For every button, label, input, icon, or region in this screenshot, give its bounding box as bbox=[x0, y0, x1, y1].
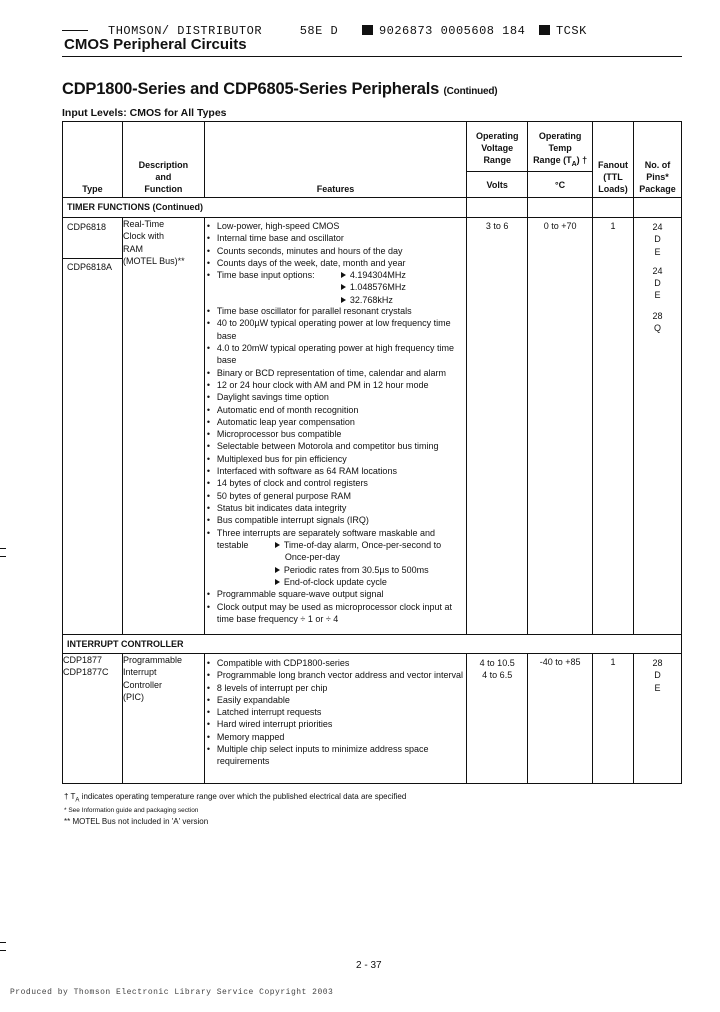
timer-description-cell bbox=[122, 218, 204, 635]
freq-option-text: 32.768kHz bbox=[349, 294, 393, 305]
desc-line: Real-Time bbox=[122, 219, 165, 229]
pins-value: E bbox=[654, 290, 661, 301]
list-item: • Easily expandable bbox=[205, 694, 464, 706]
type-cdp6818a: CDP6818A bbox=[67, 262, 113, 272]
desc-line: RAM bbox=[122, 243, 143, 254]
voltage-value: 4 to 10.5 bbox=[479, 658, 515, 668]
type-cdp1877: CDP1877 bbox=[63, 655, 103, 665]
interrupt-option bbox=[275, 564, 464, 576]
arrow-icon bbox=[341, 272, 346, 278]
timer-pins bbox=[634, 218, 682, 635]
col-fanout-line: (TTL bbox=[603, 172, 623, 182]
col-temp-line: Operating bbox=[538, 131, 582, 141]
interrupt-option-text: End-of-clock update cycle bbox=[283, 577, 387, 588]
pins-value: E bbox=[654, 682, 661, 693]
pins-value: Q bbox=[654, 323, 662, 334]
type-cdp1877c: CDP1877C bbox=[63, 667, 109, 678]
col-pins bbox=[634, 122, 682, 198]
interrupt-features-cell bbox=[204, 654, 466, 784]
interrupt-intro: Three interrupts are separately software maskable and testable bbox=[216, 527, 435, 550]
list-item: • Counts seconds, minutes and hours of the day bbox=[205, 245, 464, 257]
list-item: • Selectable between Motorola and competitor bus timing bbox=[205, 440, 464, 452]
pins-value: D bbox=[654, 234, 661, 245]
list-item: • Programmable square-wave output signal bbox=[205, 588, 464, 600]
interrupt-option-text: Periodic rates from 30.5µs to 500ms bbox=[283, 564, 429, 575]
pins-value: E bbox=[654, 246, 661, 257]
list-item: • Memory mapped bbox=[205, 731, 464, 743]
section-heading-row bbox=[63, 635, 682, 654]
header-square-mark bbox=[539, 25, 550, 35]
interrupt-description-cell bbox=[122, 654, 204, 784]
col-description bbox=[122, 122, 204, 198]
col-fanout bbox=[593, 122, 634, 198]
page-title-main: CDP1800-Series and CDP6805-Series Peripherals bbox=[62, 80, 440, 98]
interrupt-section-heading: INTERRUPT CONTROLLER bbox=[63, 635, 682, 654]
interrupt-options bbox=[275, 539, 464, 588]
list-item: • Microprocessor bus compatible bbox=[205, 428, 464, 440]
table-header-row bbox=[63, 122, 682, 172]
col-temp-line: Temp bbox=[548, 143, 572, 153]
col-temp-text: Range (T bbox=[533, 155, 572, 165]
input-levels-note: Input Levels: CMOS for All Types bbox=[62, 107, 227, 119]
empty-cell bbox=[634, 198, 682, 218]
type-cdp6818: CDP6818 bbox=[63, 218, 122, 259]
arrow-icon bbox=[341, 297, 346, 303]
freq-option-text: 1.048576MHz bbox=[349, 282, 406, 293]
arrow-icon bbox=[275, 579, 280, 585]
header-suffix: TCSK bbox=[555, 24, 587, 38]
list-item: • Multiplexed bus for pin efficiency bbox=[205, 453, 464, 465]
pins-value: 24 bbox=[652, 222, 663, 232]
list-item: • 8 levels of interrupt per chip bbox=[205, 682, 464, 694]
distributor-label: THOMSON/ DISTRIBUTOR bbox=[108, 24, 263, 38]
col-fanout-line: Loads) bbox=[598, 184, 628, 194]
timer-fanout: 1 bbox=[593, 218, 634, 635]
desc-line: Clock with bbox=[122, 231, 164, 242]
unit-celsius: °C bbox=[528, 172, 593, 198]
interrupt-voltage bbox=[467, 654, 528, 784]
footnote-text: † T bbox=[64, 792, 76, 801]
interrupt-fanout: 1 bbox=[593, 654, 634, 784]
section-heading-row bbox=[63, 198, 682, 218]
list-item: • Automatic end of month recognition bbox=[205, 404, 464, 416]
empty-cell bbox=[528, 198, 593, 218]
time-base-label: Time base input options: bbox=[216, 270, 315, 281]
timer-section-heading: TIMER FUNCTIONS (Continued) bbox=[63, 198, 467, 218]
unit-volts: Volts bbox=[467, 172, 528, 198]
list-item: • Binary or BCD representation of time, calendar and alarm bbox=[205, 367, 464, 379]
list-item: • Multiple chip select inputs to minimize address space requirements bbox=[205, 743, 464, 768]
col-type: Type bbox=[63, 122, 123, 198]
arrow-icon bbox=[341, 284, 346, 290]
table-row bbox=[63, 654, 682, 784]
list-item: • 40 to 200µW typical operating power at low frequency time base bbox=[205, 317, 464, 342]
list-item: • Low-power, high-speed CMOS bbox=[205, 220, 464, 232]
list-item: • Hard wired interrupt priorities bbox=[205, 718, 464, 730]
list-item: • Automatic leap year compensation bbox=[205, 416, 464, 428]
col-temp-text: ) † bbox=[576, 155, 588, 165]
list-item: • 50 bytes of general purpose RAM bbox=[205, 490, 464, 502]
empty-cell bbox=[467, 198, 528, 218]
desc-line: Controller bbox=[122, 679, 162, 690]
list-item: • 12 or 24 hour clock with AM and PM in 12 hour mode bbox=[205, 379, 464, 391]
timer-temp: 0 to +70 bbox=[528, 218, 593, 635]
col-pins-line: No. of bbox=[644, 160, 671, 170]
pins-value: 28 bbox=[652, 658, 663, 668]
interrupt-features-list bbox=[205, 657, 464, 768]
header-code: 58E D bbox=[299, 24, 339, 38]
margin-tick bbox=[0, 556, 6, 557]
col-desc-line: Description bbox=[138, 160, 189, 170]
section-title: CMOS Peripheral Circuits bbox=[64, 36, 247, 53]
list-item: • Programmable long branch vector address and vector interval bbox=[205, 669, 464, 681]
page-number: 2 - 37 bbox=[356, 960, 382, 971]
timer-features-cell bbox=[204, 218, 466, 635]
list-item: • Latched interrupt requests bbox=[205, 706, 464, 718]
interrupt-option bbox=[275, 576, 464, 588]
interrupt-pins bbox=[634, 654, 682, 784]
col-fanout-line: Fanout bbox=[598, 160, 629, 170]
list-item: • Interfaced with software as 64 RAM locations bbox=[205, 465, 464, 477]
desc-line: Programmable bbox=[122, 655, 182, 665]
interrupt-option bbox=[275, 539, 464, 564]
peripherals-table bbox=[62, 121, 682, 784]
footnote-temp bbox=[64, 792, 406, 806]
footnotes bbox=[64, 792, 406, 827]
list-item: • Bus compatible interrupt signals (IRQ) bbox=[205, 514, 464, 526]
footnote-text: indicates operating temperature range over which the published electrical data are specified bbox=[79, 792, 407, 801]
col-temp bbox=[528, 122, 593, 172]
col-pins-line: Pins* bbox=[646, 172, 669, 182]
timer-features-list bbox=[205, 220, 464, 625]
footnote-sub: A bbox=[75, 797, 80, 804]
margin-tick bbox=[0, 548, 6, 549]
header-dash bbox=[62, 30, 88, 31]
col-desc-line: Function bbox=[144, 184, 183, 194]
footnote-motel: ** MOTEL Bus not included in 'A' version bbox=[64, 816, 209, 826]
col-features: Features bbox=[204, 122, 466, 198]
list-item: • Time base oscillator for parallel resonant crystals bbox=[205, 305, 464, 317]
voltage-value: 4 to 6.5 bbox=[482, 670, 513, 681]
margin-tick bbox=[0, 942, 6, 943]
interrupt-temp: -40 to +85 bbox=[528, 654, 593, 784]
col-desc-line: and bbox=[155, 172, 172, 182]
col-temp-sub: A bbox=[571, 160, 577, 168]
pins-value: 24 bbox=[652, 265, 663, 276]
page-title bbox=[62, 80, 497, 99]
list-item: • Counts days of the week, date, month and year bbox=[205, 257, 464, 269]
pins-value: D bbox=[654, 670, 661, 681]
empty-cell bbox=[593, 198, 634, 218]
list-item: • 14 bytes of clock and control registers bbox=[205, 477, 464, 489]
page-title-continued: (Continued) bbox=[443, 86, 498, 97]
header-catalog: 9026873 0005608 184 bbox=[378, 24, 526, 38]
footer-credit: Produced by Thomson Electronic Library Service Copyright 2003 bbox=[10, 988, 334, 997]
col-temp-line bbox=[528, 154, 592, 171]
list-item: • Clock output may be used as microprocessor clock input at time base frequency ÷ 1 or ÷ 4 bbox=[205, 601, 464, 626]
desc-line: (MOTEL Bus)** bbox=[122, 255, 185, 266]
timer-voltage: 3 to 6 bbox=[467, 218, 528, 635]
col-pins-line: Package bbox=[639, 184, 676, 194]
list-item: • Status bit indicates data integrity bbox=[205, 502, 464, 514]
interrupt-option-text: Time-of-day alarm, Once-per-second to Once-per-day bbox=[283, 540, 442, 563]
margin-tick bbox=[0, 950, 6, 951]
list-item bbox=[205, 527, 464, 589]
freq-option-text: 4.194304MHz bbox=[349, 270, 406, 281]
interrupt-type-cell bbox=[63, 654, 123, 784]
freq-option bbox=[341, 269, 406, 281]
timer-type-cell bbox=[63, 218, 123, 635]
freq-option bbox=[341, 281, 406, 293]
desc-line: (PIC) bbox=[122, 691, 144, 702]
header-rule bbox=[62, 56, 682, 57]
pins-value: 28 bbox=[652, 310, 663, 321]
header-square-mark bbox=[362, 25, 373, 35]
list-item: • Daylight savings time option bbox=[205, 391, 464, 403]
freq-options bbox=[341, 269, 406, 306]
arrow-icon bbox=[275, 542, 280, 548]
arrow-icon bbox=[275, 567, 280, 573]
list-item: • Internal time base and oscillator bbox=[205, 232, 464, 244]
col-voltage-line: Operating bbox=[475, 131, 519, 141]
col-voltage-line: Range bbox=[483, 155, 511, 165]
footnote-package: * See Information guide and packaging section bbox=[64, 807, 199, 815]
col-voltage-line: Voltage bbox=[481, 143, 514, 153]
list-item: • Compatible with CDP1800-series bbox=[205, 657, 464, 669]
col-voltage bbox=[467, 122, 528, 172]
pins-value: D bbox=[654, 278, 661, 289]
list-item: • 4.0 to 20mW typical operating power at high frequency time base bbox=[205, 342, 464, 367]
table-row bbox=[63, 218, 682, 635]
desc-line: Interrupt bbox=[122, 667, 157, 678]
list-item bbox=[205, 269, 464, 305]
